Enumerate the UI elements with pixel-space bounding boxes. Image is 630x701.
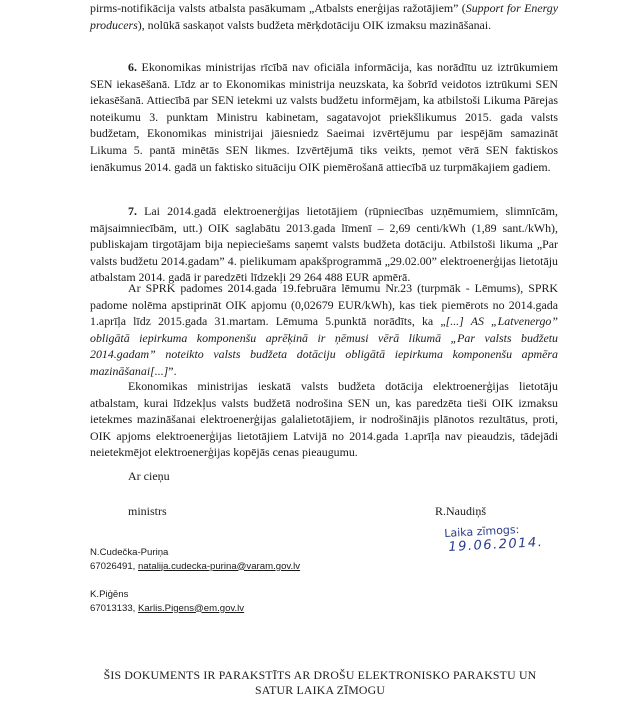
paragraph-6-number: 6. [128, 60, 137, 74]
contact-1 [90, 546, 300, 573]
footer-line-2: SATUR LAIKA ZĪMOGU [254, 683, 386, 697]
paragraph-7-text: Lai 2014.gadā elektroenerģijas lietotājiem (rūpniecības uzņēmumiem, slimnīcām, mājsaimniecībām, utt.) OIK saglabātu 2013.gada līmenī – 2,69 centi/kWh (1,89 sant./kWh), publiskajam tirgotājam bija nepieciešams saņemt valsts budžeta dotāciju. Atbilstoši likuma „Par valsts budžetu 2014.gadam” 4. pielikumam apakšprogrammā „29.02.00” elektroenerģijas lietotāju atbalstam 2014. gadā ir paredzēti līdzekļi 29 264 488 EUR apmērā. [90, 204, 558, 285]
paragraph-6 [90, 59, 558, 175]
contact-1-name: N.Cudečka-Puriņa [90, 547, 169, 558]
paragraph-7-number: 7. [128, 204, 137, 218]
paragraph-9-text: Ekonomikas ministrijas ieskatā valsts budžeta dotācija elektroenerģijas lietotāju atbalstam, kurai līdzekļus valsts budžetā nodrošina SEN un, kas paredzēta tieši OIK izmaksu ietekmes mazināšanai elektroenerģijas galalietotājiem, ir nodrošinājis plānotos rezultātus, proti, OIK apjoms elektroenerģijas lietotājiem Latvijā no 2014.gada 1.aprīļa nav pieaudzis, tādejādi neietekmējot elektroenerģijas kopējās cenas pieaugumu. [90, 379, 558, 460]
paragraph-8-quote: [...] AS „Latvenergo” obligātā iepirkuma komponenšu aprēķinā ir ņēmusi vērā likumā „Par valsts budžetu 2014.gadam” noteikto valsts budžeta dotāciju obligātā iepirkuma komponenšu apmēra mazināšanai[...] [90, 314, 558, 378]
closing-salutation: Ar cieņu [128, 469, 170, 483]
paragraph-8 [90, 280, 558, 380]
timestamp-label: Laika zīmogs: [444, 523, 520, 540]
paragraph-7 [90, 203, 558, 286]
footer-line-1: ŠIS DOKUMENTS IR PARAKSTĪTS AR DROŠU ELEKTRONISKO PARAKSTU UN [103, 668, 537, 682]
timestamp-date: 19.06.2014. [448, 535, 544, 555]
signer-name: R.Naudiņš [435, 504, 486, 518]
contact-2 [90, 588, 244, 615]
e-signature-notice [80, 668, 560, 698]
contact-2-email-link[interactable]: Karlis.Pigens@em.gov.lv [138, 602, 245, 614]
paragraph-9 [90, 378, 558, 461]
contact-2-name: K.Piģēns [90, 589, 129, 600]
signer-role: ministrs [128, 504, 167, 518]
intro-text-a: pirms-notifikācija valsts atbalsta pasākumam „Atbalsts enerģijas ražotājiem” ( [90, 1, 466, 15]
paragraph-intro-continuation [90, 0, 558, 33]
paragraph-8-text-c: ”. [168, 363, 177, 378]
contact-1-email-link[interactable]: natalija.cudecka-purina@varam.gov.lv [138, 560, 301, 572]
intro-text-c: ), nolūkā saskaņot valsts budžeta mērķdotāciju OIK izmaksu mazināšanai. [137, 17, 492, 32]
paragraph-6-text: Ekonomikas ministrijas rīcībā nav oficiāla informācija, kas norādītu uz iztrūkumiem SEN iekasēšanā. Līdz ar to Ekonomikas ministrija neuzskata, ka šobrīd veidotos iztrūkumi SEN iekasēšanā. Attiecībā par SEN ietekmi uz valsts budžetu informējam, ka atbilstoši Likuma Pārejas noteikumu 3. punktam Ministru kabinetam, sagatavojot priekšlikumus 2015. gada valsts budžetam, Ekonomikas ministrijai jāiesniedz Saeimai izvērtējumu par iespējām samazināt Likuma 5. pantā minētās SEN likmes. Izvērtējumā tiks veikts, ņemot vērā SEN faktiskos ienākumus 2014. gadā un faktisko situāciju OIK piemērošanā attiecībā uz turpmākajiem gadiem. [90, 60, 558, 174]
contact-1-phone: 67026491, [90, 560, 139, 572]
paragraph-8-text-a: Ar SPRK padomes 2014.gada 19.februāra lēmumu Nr.23 (turpmāk - Lēmums), SPRK padome nolēma apstiprināt OIK apjomu (0,02679 EUR/kWh), kas tiek piemērots no 2014.gada 1.aprīļa līdz 2015.gada 31.martam. Lēmuma 5.punktā norādīts, ka „ [90, 281, 558, 329]
contact-2-phone: 67013133, [90, 602, 139, 614]
intro-text-italic: Support for Energy producers [90, 1, 559, 32]
